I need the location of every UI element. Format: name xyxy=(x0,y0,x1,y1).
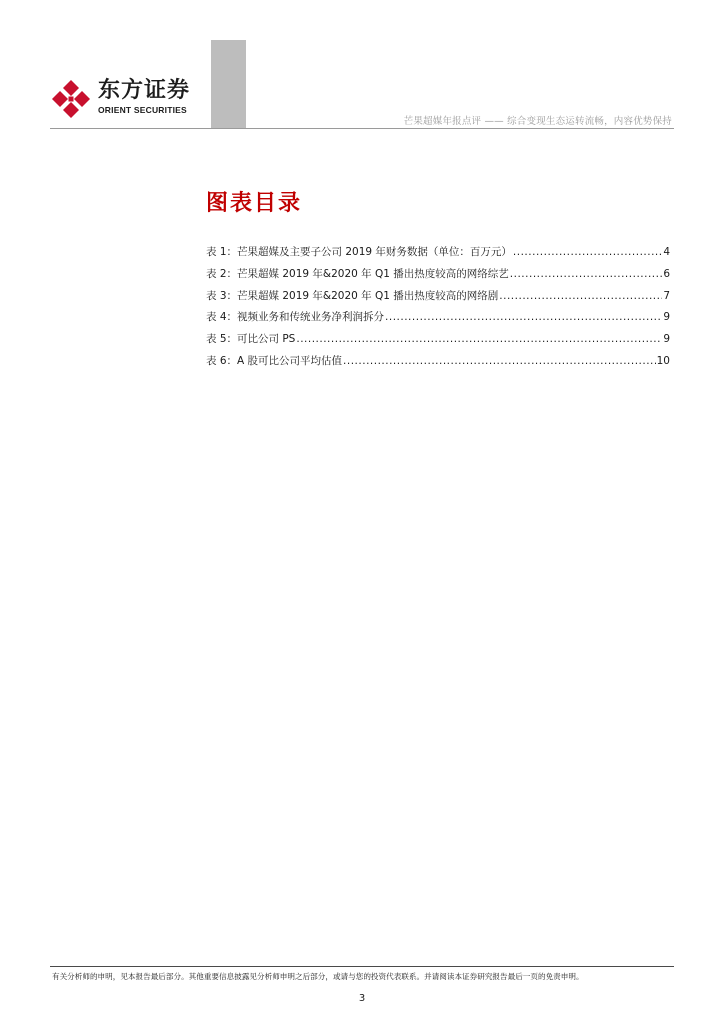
toc-entry-2[interactable] xyxy=(206,266,670,288)
toc-entry-1[interactable] xyxy=(206,244,670,266)
orient-logo-icon xyxy=(50,78,92,120)
toc-entry-3[interactable] xyxy=(206,288,670,310)
toc-entry-5[interactable] xyxy=(206,331,670,353)
toc-entry-page[interactable]: 4 xyxy=(663,246,670,258)
header-divider xyxy=(50,128,674,129)
toc-entry-label[interactable]: 表 4：视频业务和传统业务净利润拆分 xyxy=(206,311,385,324)
toc-leader-dots xyxy=(499,290,662,302)
footer-divider xyxy=(50,966,674,967)
toc-leader-dots xyxy=(343,355,656,367)
footer-disclaimer: 有关分析师的申明，见本报告最后部分。其他重要信息披露见分析师申明之后部分，或请与您的投资代表联系。并请阅读本证券研究报告最后一页的免责申明。 xyxy=(52,972,584,981)
toc-entry-label[interactable]: 表 3：芒果超媒 2019 年&2020 年 Q1 播出热度较高的网络剧 xyxy=(206,289,499,302)
toc-entry-label[interactable]: 表 2：芒果超媒 2019 年&2020 年 Q1 播出热度较高的网络综艺 xyxy=(206,267,509,280)
toc-entry-page[interactable]: 6 xyxy=(663,267,670,280)
toc-entry-label[interactable]: 表 6：A 股可比公司平均估值 xyxy=(206,354,343,367)
toc-entry-page[interactable]: 9 xyxy=(663,311,670,324)
toc-entry-label[interactable]: 表 5：可比公司 PS xyxy=(206,333,296,346)
logo-english-name: ORIENT SECURITIES xyxy=(98,105,187,115)
toc-entry-page[interactable]: 7 xyxy=(663,289,670,302)
logo-chinese-name: 东方证券 xyxy=(98,78,191,103)
toc-entry-label[interactable]: 表 1：芒果超媒及主要子公司 2019 年财务数据（单位：百万元） xyxy=(206,246,512,258)
company-logo xyxy=(50,78,200,122)
toc-list xyxy=(206,244,670,375)
toc-entry-4[interactable] xyxy=(206,309,670,331)
header-decor-tab xyxy=(211,40,246,128)
toc-title: 图表目录 xyxy=(206,191,303,216)
page-number: 3 xyxy=(358,993,366,1004)
toc-leader-dots xyxy=(385,311,662,323)
toc-entry-page[interactable]: 10 xyxy=(656,354,670,367)
toc-entry-page[interactable]: 9 xyxy=(663,333,670,346)
toc-leader-dots xyxy=(296,333,662,345)
toc-entry-6[interactable] xyxy=(206,353,670,375)
toc-leader-dots xyxy=(510,268,663,280)
report-subtitle: 芒果超媒年报点评 —— 综合变现生态运转流畅，内容优势保持 xyxy=(403,116,672,127)
toc-leader-dots xyxy=(513,246,662,258)
